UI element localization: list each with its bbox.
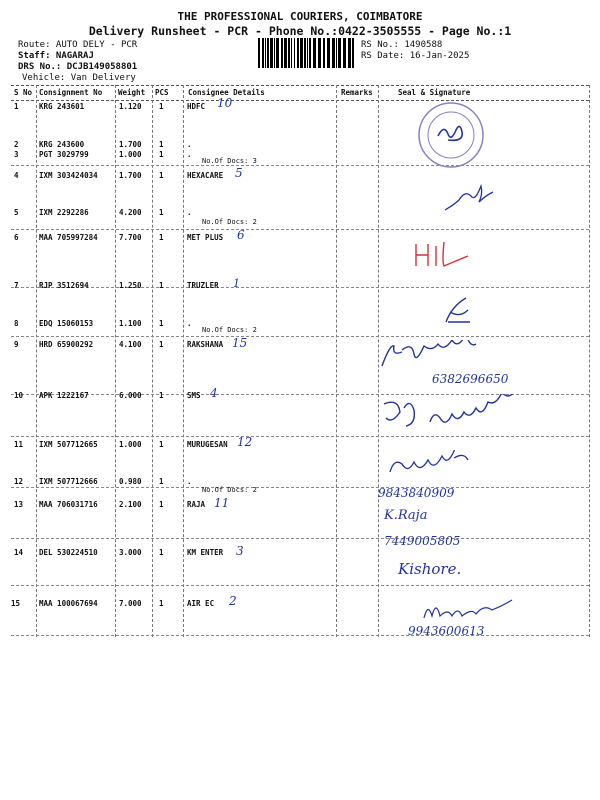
row-10-note: 4 xyxy=(210,386,218,400)
signature-km-enter: Kishore. xyxy=(398,560,462,578)
col-pcs: PCS xyxy=(155,88,169,97)
row-14-sno: 14 xyxy=(14,548,24,557)
signature-met-plus xyxy=(412,238,472,270)
barcode-bar xyxy=(284,38,287,68)
document-title: THE PROFESSIONAL COURIERS, COIMBATORE xyxy=(177,10,423,23)
row-11-pcs: 1 xyxy=(159,440,164,449)
row-group-13 xyxy=(11,538,589,586)
row-5-consignee: . xyxy=(187,208,192,217)
row-2-consignee: . xyxy=(187,140,192,149)
signature-hexacare xyxy=(440,178,500,218)
barcode-bar xyxy=(281,38,283,68)
row-2-cons: KRG 243600 xyxy=(39,140,85,149)
row-1-pcs: 1 xyxy=(159,102,164,111)
barcode-bar xyxy=(338,38,341,68)
row-group-7-8 xyxy=(11,336,589,395)
row-6-note: 6 xyxy=(237,228,245,242)
barcode-bar xyxy=(348,38,351,68)
row-9-pcs: 1 xyxy=(159,340,164,349)
row-10-cons: APK 1222167 xyxy=(39,391,89,400)
row-9-consignee: RAKSHANA xyxy=(187,340,224,349)
phone-raja: 7449005805 xyxy=(384,534,461,548)
row-15-cons: MAA 100067694 xyxy=(39,599,98,608)
row-6-pcs: 1 xyxy=(159,233,164,242)
signature-murugesan xyxy=(384,450,474,482)
phone-air-ec: 9943600613 xyxy=(408,624,485,638)
row-5-pcs: 1 xyxy=(159,208,164,217)
row-8-weight: 1.100 xyxy=(119,319,142,328)
row-10-sno: 10 xyxy=(14,391,24,400)
row-7-cons: RJP 3512694 xyxy=(39,281,89,290)
row-13-cons: MAA 706031716 xyxy=(39,500,98,509)
row-1-weight: 1.120 xyxy=(119,102,142,111)
row-11-cons: IXM 507712665 xyxy=(39,440,98,449)
row-14-pcs: 1 xyxy=(159,548,164,557)
row-4-weight: 1.700 xyxy=(119,171,142,180)
row-8-consignee: . xyxy=(187,319,192,328)
row-11-note: 12 xyxy=(237,435,253,449)
signature-raja: K.Raja xyxy=(384,508,428,523)
signature-air-ec xyxy=(420,598,530,624)
barcode-bar xyxy=(336,38,337,68)
row-5-cons: IXM 2292286 xyxy=(39,208,89,217)
row-10-weight: 6.000 xyxy=(119,391,142,400)
row-15-weight: 7.000 xyxy=(119,599,142,608)
row-13-note: 11 xyxy=(214,496,230,510)
phone-rakshana: 6382696650 xyxy=(432,372,509,386)
row-2-sno: 2 xyxy=(14,140,19,149)
nodocs-label: No.Of Docs: 2 xyxy=(202,486,257,494)
barcode-bar xyxy=(276,38,279,68)
row-14-weight: 3.000 xyxy=(119,548,142,557)
nodocs-label: No.Of Docs: 3 xyxy=(202,157,257,165)
barcode-bar xyxy=(291,38,292,68)
drs-number: DRS No.: DCJB149058801 xyxy=(18,62,138,72)
row-6-sno: 6 xyxy=(14,233,19,242)
row-12-consignee: . xyxy=(187,477,192,486)
row-group-1 xyxy=(11,99,589,166)
barcode-bar xyxy=(343,38,346,68)
row-7-consignee: TRUZLER xyxy=(187,281,219,290)
row-group-11-12 xyxy=(11,487,589,539)
col-consignment: Consignment No xyxy=(39,88,103,97)
row-8-cons: EDQ 15060153 xyxy=(39,319,94,328)
row-11-sno: 11 xyxy=(14,440,24,449)
row-5-sno: 5 xyxy=(14,208,19,217)
row-6-consignee: MET PLUS xyxy=(187,233,224,242)
barcode-bar xyxy=(318,38,321,68)
row-15-note: 2 xyxy=(229,594,237,608)
barcode-bar xyxy=(294,38,295,68)
row-7-note: 1 xyxy=(233,277,240,290)
rs-number: RS No.: 1490588 xyxy=(361,40,443,50)
row-8-pcs: 1 xyxy=(159,319,164,328)
row-7-pcs: 1 xyxy=(159,281,164,290)
barcode-bar xyxy=(332,38,335,68)
row-2-pcs: 1 xyxy=(159,140,164,149)
barcode-bar xyxy=(267,38,269,68)
row-4-note: 5 xyxy=(235,166,243,180)
barcode-bar xyxy=(274,38,275,68)
barcode-bar xyxy=(258,38,260,68)
row-15-pcs: 1 xyxy=(159,599,164,608)
barcode-bar xyxy=(327,38,330,68)
row-group-6 xyxy=(11,287,589,337)
signature-truzler xyxy=(440,292,476,328)
row-11-consignee: MURUGESAN xyxy=(187,440,228,449)
row-4-cons: IXM 303424034 xyxy=(39,171,98,180)
row-6-cons: MAA 705997284 xyxy=(39,233,98,242)
row-10-pcs: 1 xyxy=(159,391,164,400)
barcode-image xyxy=(258,38,355,68)
col-remarks: Remarks xyxy=(341,88,373,97)
row-14-cons: DEL 530224510 xyxy=(39,548,98,557)
barcode-bar xyxy=(262,38,264,68)
route-label: Route: AUTO DELY - PCR xyxy=(18,40,138,50)
row-1-sno: 1 xyxy=(14,102,19,111)
staff-label: Staff: NAGARAJ xyxy=(18,51,94,61)
row-4-pcs: 1 xyxy=(159,171,164,180)
row-9-cons: HRD 65900292 xyxy=(39,340,94,349)
row-14-note: 3 xyxy=(236,544,244,558)
row-3-weight: 1.000 xyxy=(119,150,142,159)
row-15-sno: 15 xyxy=(11,599,21,608)
signature-rakshana xyxy=(378,340,498,370)
row-13-consignee: RAJA xyxy=(187,500,206,509)
barcode-bar xyxy=(307,38,308,68)
barcode-bar xyxy=(288,38,290,68)
barcode-bar xyxy=(352,38,354,68)
row-15-consignee: AIR EC xyxy=(187,599,215,608)
row-12-sno: 12 xyxy=(14,477,24,486)
row-9-sno: 9 xyxy=(14,340,19,349)
row-13-pcs: 1 xyxy=(159,500,164,509)
col-consignee: Consignee Details xyxy=(188,88,265,97)
row-14-consignee: KM ENTER xyxy=(187,548,224,557)
row-2-weight: 1.700 xyxy=(119,140,142,149)
row-8-sno: 8 xyxy=(14,319,19,328)
row-3-sno: 3 xyxy=(14,150,19,159)
row-3-consignee: . xyxy=(187,150,192,159)
phone-murugesan: 9843840909 xyxy=(378,486,455,500)
row-3-cons: PGT 3029799 xyxy=(39,150,89,159)
vehicle-label: Vehicle: Van Delivery xyxy=(22,73,136,83)
row-1-cons: KRG 243601 xyxy=(39,102,85,111)
row-4-consignee: HEXACARE xyxy=(187,171,224,180)
row-9-weight: 4.100 xyxy=(119,340,142,349)
document-subtitle: Delivery Runsheet - PCR - Phone No.:0422-3505555 - Page No.:1 xyxy=(88,24,512,38)
col-sno: S No xyxy=(14,88,33,97)
signature-sms xyxy=(380,394,550,434)
row-12-pcs: 1 xyxy=(159,477,164,486)
barcode-bar xyxy=(265,38,266,68)
row-13-sno: 13 xyxy=(14,500,24,509)
row-11-weight: 1.000 xyxy=(119,440,142,449)
row-3-pcs: 1 xyxy=(159,150,164,159)
row-5-weight: 4.200 xyxy=(119,208,142,217)
row-10-consignee: SMS xyxy=(187,391,201,400)
barcode-bar xyxy=(304,38,306,68)
nodocs-label: No.Of Docs: 2 xyxy=(202,326,257,334)
row-13-weight: 2.100 xyxy=(119,500,142,509)
col-weight: Weight xyxy=(118,88,146,97)
row-12-cons: IXM 507712666 xyxy=(39,477,98,486)
row-4-sno: 4 xyxy=(14,171,19,180)
row-7-weight: 1.250 xyxy=(119,281,142,290)
barcode-bar xyxy=(297,38,299,68)
col-seal-signature: Seal & Signature xyxy=(398,88,471,97)
nodocs-label: No.Of Docs: 2 xyxy=(202,218,257,226)
barcode-bar xyxy=(323,38,325,68)
row-1-consignee: HDFC xyxy=(187,102,206,111)
row-6-weight: 7.700 xyxy=(119,233,142,242)
barcode-bar xyxy=(270,38,273,68)
barcode-bar xyxy=(300,38,303,68)
barcode-bar xyxy=(313,38,316,68)
rs-date: RS Date: 16-Jan-2025 xyxy=(361,51,470,61)
bank-stamp-seal xyxy=(408,100,494,170)
row-1-note: 10 xyxy=(217,96,233,110)
row-9-note: 15 xyxy=(232,336,248,350)
row-12-weight: 0.980 xyxy=(119,477,142,486)
barcode-bar xyxy=(309,38,311,68)
row-7-sno: 7 xyxy=(14,281,19,290)
